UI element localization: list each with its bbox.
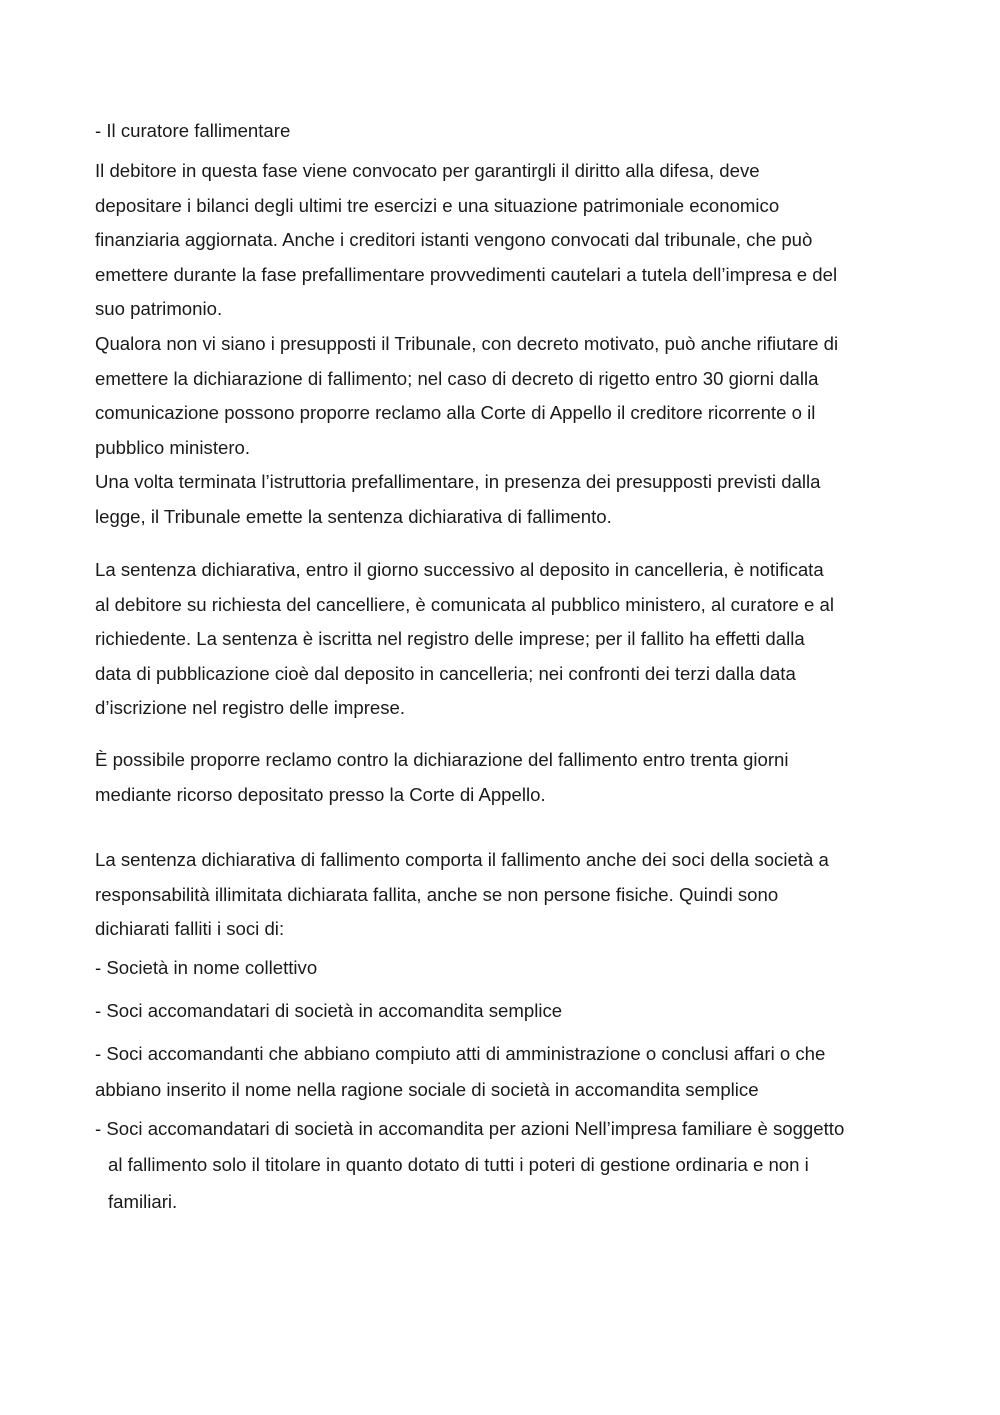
text-line: richiedente. La sentenza è iscritta nel registro delle imprese; per il fallito ha effetti dalla <box>95 628 805 650</box>
text-line: Qualora non vi siano i presupposti il Tribunale, con decreto motivato, può anche rifiutare di <box>95 332 839 354</box>
text-line: abbiano inserito il nome nella ragione sociale di società in accomandita semplice <box>95 1079 759 1101</box>
text-line: al debitore su richiesta del cancelliere, è comunicata al pubblico ministero, al curatore e al <box>95 593 834 615</box>
text-line: legge, il Tribunale emette la sentenza dichiarativa di fallimento. <box>95 505 612 527</box>
paragraph-procedure <box>95 154 925 535</box>
list-item: - Soci accomandatari di società in accomandita semplice <box>95 1000 563 1021</box>
text-line: responsabilità illimitata dichiarata fallita, anche se non persone fisiche. Quindi sono <box>95 883 779 905</box>
text-line: - Soci accomandanti che abbiano compiuto atti di amministrazione o conclusi affari o che <box>95 1043 826 1064</box>
text-line: data di pubblicazione cioè dal deposito in cancelleria; nei confronti dei terzi dalla data <box>95 662 796 684</box>
list-item <box>95 1111 844 1220</box>
text-line: pubblico ministero. <box>95 436 251 458</box>
paragraph-appeal <box>95 743 925 812</box>
heading-item: - Il curatore fallimentare <box>95 120 291 141</box>
text-line: familiari. <box>108 1190 178 1212</box>
text-line: finanziaria aggiornata. Anche i creditori istanti vengono convocati dal tribunale, che può <box>95 229 813 251</box>
text-line: È possibile proporre reclamo contro la dichiarazione del fallimento entro trenta giorni <box>95 749 789 770</box>
text-line: - Soci accomandatari di società in accomandita per azioni Nell’impresa familiare è soggetto <box>95 1118 845 1139</box>
text-line: depositare i bilanci degli ultimi tre esercizi e una situazione patrimoniale economico <box>95 194 780 216</box>
list-item <box>95 1036 825 1109</box>
text-line: emettere la dichiarazione di fallimento; nel caso di decreto di rigetto entro 30 giorni dalla <box>95 367 819 389</box>
text-line: al fallimento solo il titolare in quanto dotato di tutti i poteri di gestione ordinaria e non i <box>108 1154 809 1176</box>
paragraph-sentence <box>95 553 925 726</box>
list-item: - Società in nome collettivo <box>95 957 318 978</box>
paragraph-partners <box>95 843 925 947</box>
text-line: comunicazione possono proporre reclamo alla Corte di Appello il creditore ricorrente o il <box>95 402 816 424</box>
text-line: mediante ricorso depositato presso la Corte di Appello. <box>95 783 546 805</box>
text-line: La sentenza dichiarativa, entro il giorno successivo al deposito in cancelleria, è notificata <box>95 559 824 580</box>
text-line: La sentenza dichiarativa di fallimento comporta il fallimento anche dei soci della società a <box>95 849 829 870</box>
text-line: d’iscrizione nel registro delle imprese. <box>95 697 406 719</box>
text-line: Una volta terminata l’istruttoria prefallimentare, in presenza dei presupposti previsti dalla <box>95 471 821 493</box>
text-line: Il debitore in questa fase viene convocato per garantirgli il diritto alla difesa, deve <box>95 160 760 181</box>
text-line: suo patrimonio. <box>95 298 223 320</box>
text-line: dichiarati falliti i soci di: <box>95 918 285 940</box>
text-line: emettere durante la fase prefallimentare provvedimenti cautelari a tutela dell’impresa e del <box>95 263 838 285</box>
